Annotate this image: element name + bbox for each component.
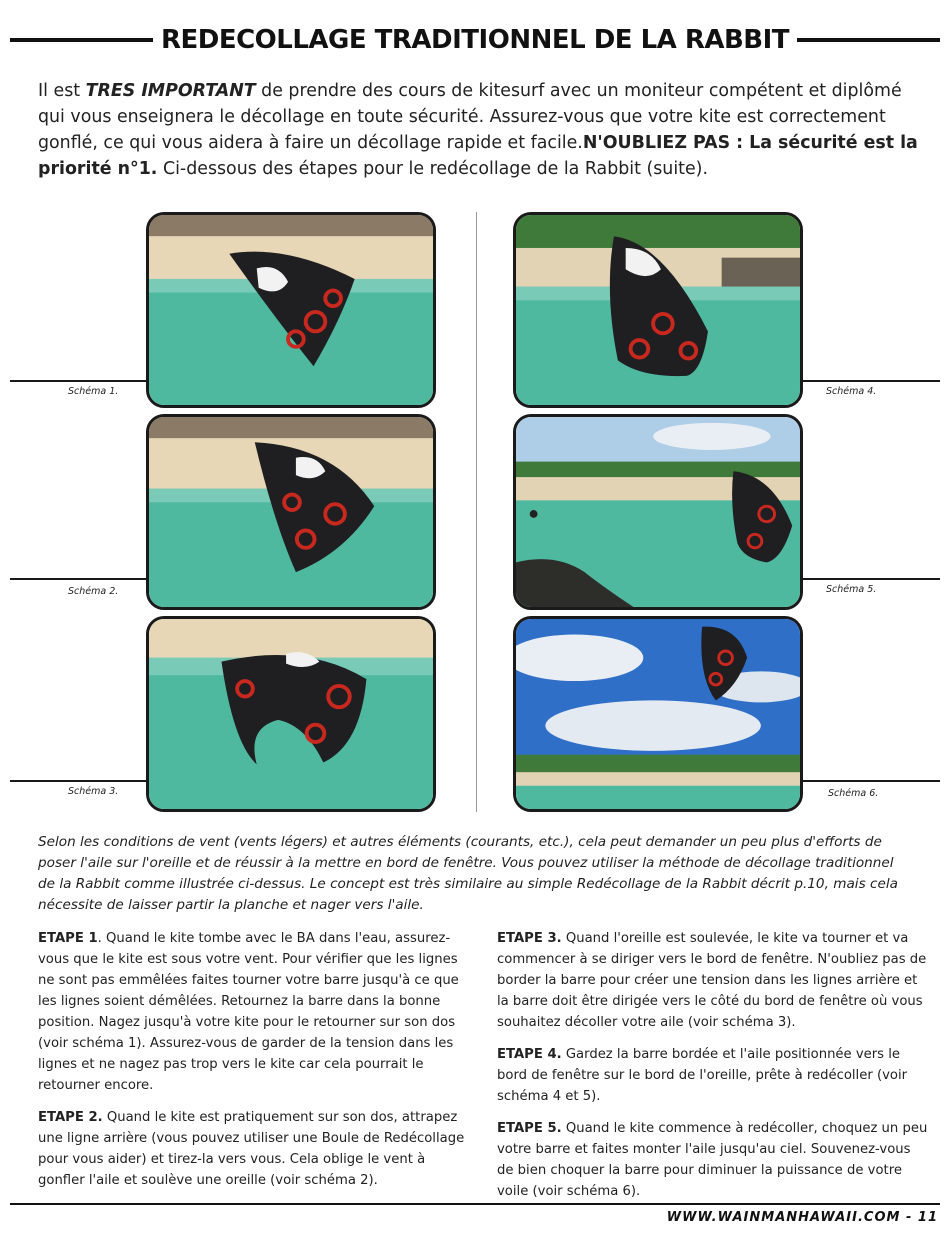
steps-column-right [497, 928, 929, 1213]
footer-rule [10, 1203, 940, 1205]
step-1 [38, 928, 470, 1096]
column-divider [476, 212, 477, 812]
step-5-text: Quand le kite commence à redécoller, choquez un peu votre barre et faites monter l'aile jusqu'au ciel. Souvenez-vous de bien choquer la barre pour diminuer la puissance de votre voile (voir schéma 6). [497, 1121, 928, 1199]
intro-paragraph [38, 78, 918, 182]
caption-schema-3: Schéma 3. [68, 786, 119, 797]
step-4-label: ETAPE 4. [497, 1047, 562, 1062]
page-title-row [10, 18, 940, 62]
page-title: REDECOLLAGE TRADITIONNEL DE LA RABBIT [160, 25, 790, 55]
intro-emphasis: TRES IMPORTANT [85, 81, 256, 101]
caption-schema-1: Schéma 1. [68, 386, 119, 397]
photo-schema-3 [146, 616, 436, 812]
title-rule-right [797, 38, 940, 42]
intro-text-1: Il est [38, 81, 86, 101]
step-4-text: Gardez la barre bordée et l'aile positionnée vers le bord de fenêtre sur le bord de l'oreille, prête à redécoller (voir schéma 4 et 5). [497, 1047, 908, 1104]
caption-schema-2: Schéma 2. [68, 586, 119, 597]
step-2-label: ETAPE 2. [38, 1110, 103, 1125]
intro-text-3: de prendre des cours de kitesurf avec un moniteur compétent et diplômé qui vous enseignera le décollage en toute sécurité. Assurez-vous que votre kite est correctement gonflé, ce qui vous aidera à faire un décollage rapide et facile. [38, 81, 902, 153]
photo-schema-2 [146, 414, 436, 610]
photo-schema-4 [513, 212, 803, 408]
caption-schema-5: Schéma 5. [826, 584, 877, 595]
caption-line-2 [10, 578, 146, 580]
step-5-label: ETAPE 5. [497, 1121, 562, 1136]
step-4 [497, 1044, 929, 1107]
step-5 [497, 1118, 929, 1202]
step-1-label: ETAPE 1 [38, 931, 98, 946]
footer-url-page: WWW.WAINMANHAWAII.COM - 11 [666, 1210, 938, 1225]
steps-column-left [38, 928, 470, 1202]
intro-text-5: Ci-dessous des étapes pour le redécollage de la Rabbit (suite). [157, 159, 708, 179]
caption-line-3 [10, 780, 146, 782]
photo-schema-6 [513, 616, 803, 812]
caption-line-6 [803, 780, 940, 782]
title-rule-left [10, 38, 153, 42]
step-3-text: Quand l'oreille est soulevée, le kite va tourner et va commencer à se diriger vers le bord de fenêtre. N'oubliez pas de border la barre pour créer une tension dans les lignes arrière et la barre doit être dirigée vers le côté du bord de fenêtre où vous souhaitez décoller votre aile (voir schéma 3). [497, 931, 927, 1030]
step-1-text: . Quand le kite tombe avec le BA dans l'eau, assurez-vous que le kite est sous votre vent. Pour vérifier que les lignes ne sont pas emmêlées faites tourner votre barre jusqu'à ce que les lignes soient démêlées. Retournez la barre dans la bonne position. Nagez jusqu'à votre kite pour le retourner sur son dos (voir schéma 1). Assurez-vous de garder de la tension dans les lignes et ne nagez pas trop vers le kite car cela pourrait le retourner encore. [38, 931, 459, 1093]
intro-warning: N'OUBLIEZ PAS : La sécurité est la priorité n°1. [38, 133, 918, 179]
caption-schema-6: Schéma 6. [828, 788, 879, 799]
step-2 [38, 1107, 470, 1191]
photo-schema-5 [513, 414, 803, 610]
caption-line-1 [10, 380, 146, 382]
caption-line-5 [803, 578, 940, 580]
photo-schema-1 [146, 212, 436, 408]
step-3 [497, 928, 929, 1033]
step-2-text: Quand le kite est pratiquement sur son dos, attrapez une ligne arrière (vous pouvez utiliser une Boule de Redécollage pour vous aider) et tirez-la vers vous. Cela oblige le vent à gonfler l'aile et soulève une oreille (voir schéma 2). [38, 1110, 465, 1188]
caption-line-4 [803, 380, 940, 382]
caption-schema-4: Schéma 4. [826, 386, 877, 397]
step-3-label: ETAPE 3. [497, 931, 562, 946]
conditions-note: Selon les conditions de vent (vents légers) et autres éléments (courants, etc.), cela peut demander un peu plus d'efforts de poser l'aile sur l'oreille et de réussir à la mettre en bord de fenêtre. Vous pouvez utiliser la méthode de décollage traditionnel de la Rabbit comme illustrée ci-dessus. Le concept est très similaire au simple Redécollage de la Rabbit décrit p.10, mais cela nécessite de laisser partir la planche et nager vers l'aile. [38, 834, 898, 913]
